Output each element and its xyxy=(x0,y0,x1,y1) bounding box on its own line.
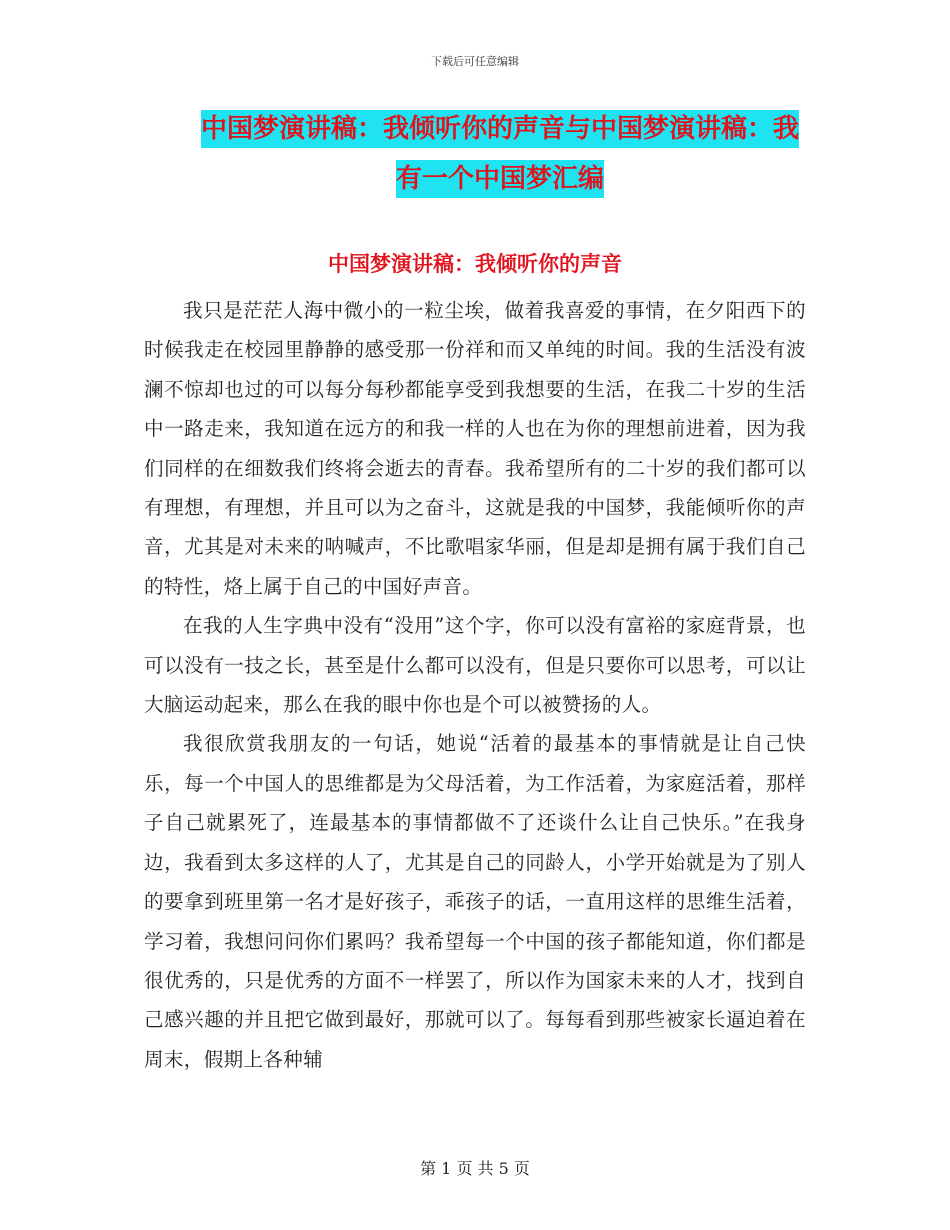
section-title: 中国梦演讲稿：我倾听你的声音 xyxy=(328,252,622,276)
document-title xyxy=(180,104,820,204)
document-title-line-2: 有一个中国梦汇编 xyxy=(396,160,604,198)
page-number-footer: 第 1 页 共 5 页 xyxy=(420,1159,530,1178)
body-paragraph: 我只是茫茫人海中微小的一粒尘埃，做着我喜爱的事情，在夕阳西下的时候我走在校园里静静的感受那一份祥和而又单纯的时间。我的生活没有波澜不惊却也过的可以每分每秒都能享受到我想要的生活，在我二十岁的生活中一路走来，我知道在远方的和我一样的人也在为你的理想前进着，因为我们同样的在细数我们终将会逝去的青春。我希望所有的二十岁的我们都可以有理想，有理想，并且可以为之奋斗，这就是我的中国梦，我能倾听你的声音，尤其是对未来的呐喊声，不比歌唱家华丽，但是却是拥有属于我们自己的特性，烙上属于自己的中国好声音。 xyxy=(144,299,806,598)
body-paragraph: 我很欣赏我朋友的一句话，她说“活着的最基本的事情就是让自己快乐，每一个中国人的思维都是为父母活着，为工作活着，为家庭活着，那样子自己就累死了，连最基本的事情都做不了还谈什么让自己快乐。”在我身边，我看到太多这样的人了，尤其是自己的同龄人，小学开始就是为了别人的要拿到班里第一名才是好孩子，乖孩子的话，一直用这样的思维生活着，学习着，我想问问你们累吗？我希望每一个中国的孩子都能知道，你们都是很优秀的，只是优秀的方面不一样罢了，所以作为国家未来的人才，找到自己感兴趣的并且把它做到最好，那就可以了。每每看到那些被家长逼迫着在周末，假期上各种辅 xyxy=(144,732,806,1071)
document-body xyxy=(144,291,806,1079)
document-title-line-1: 中国梦演讲稿：我倾听你的声音与中国梦演讲稿：我 xyxy=(201,110,799,148)
body-paragraph: 在我的人生字典中没有“没用”这个字，你可以没有富裕的家庭背景，也可以没有一技之长，甚至是什么都可以没有，但是只要你可以思考，可以让大脑运动起来，那么在我的眼中你也是个可以被赞扬的人。 xyxy=(144,614,806,717)
page-header-note: 下载后可任意编辑 xyxy=(431,55,519,68)
